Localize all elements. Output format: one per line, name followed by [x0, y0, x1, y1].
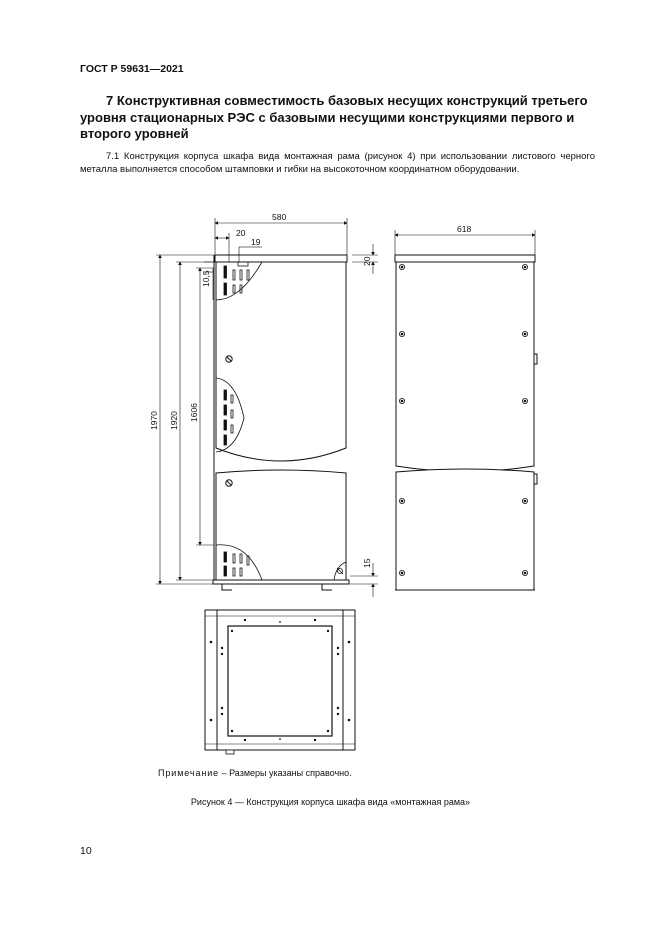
dim-19: 19	[251, 237, 261, 247]
note-label: Примечание	[158, 768, 220, 778]
figure-caption: Рисунок 4 — Конструкция корпуса шкафа вида «монтажная рама»	[190, 797, 471, 807]
dim-20-right: 20	[362, 256, 372, 266]
dim-1606: 1606	[189, 403, 199, 422]
dim-1970: 1970	[149, 411, 159, 430]
top-view	[205, 610, 355, 754]
page-number: 10	[80, 845, 92, 857]
document-standard-header: ГОСТ Р 59631—2021	[80, 63, 184, 75]
note-text: – Размеры указаны справочно.	[219, 768, 352, 778]
dim-10-5: 10,5	[201, 270, 211, 287]
figure-note	[158, 768, 352, 778]
dim-15: 15	[362, 558, 372, 568]
dim-580: 580	[272, 212, 287, 222]
section-heading: 7 Конструктивная совместимость базовых несущих конструкций третьего уровня стационарных РЭС с базовыми несущими конструкциями первого и второго уровней	[80, 93, 588, 141]
dim-1920: 1920	[169, 411, 179, 430]
section-paragraph: 7.1 Конструкция корпуса шкафа вида монтажная рама (рисунок 4) при использовании листового черного металла выполняется способом штамповки и гибки на высокоточном координатном оборудовании.	[80, 151, 595, 175]
side-view	[395, 255, 537, 590]
dim-20-top: 20	[236, 228, 246, 238]
front-view	[213, 255, 349, 590]
dim-618: 618	[457, 224, 472, 234]
